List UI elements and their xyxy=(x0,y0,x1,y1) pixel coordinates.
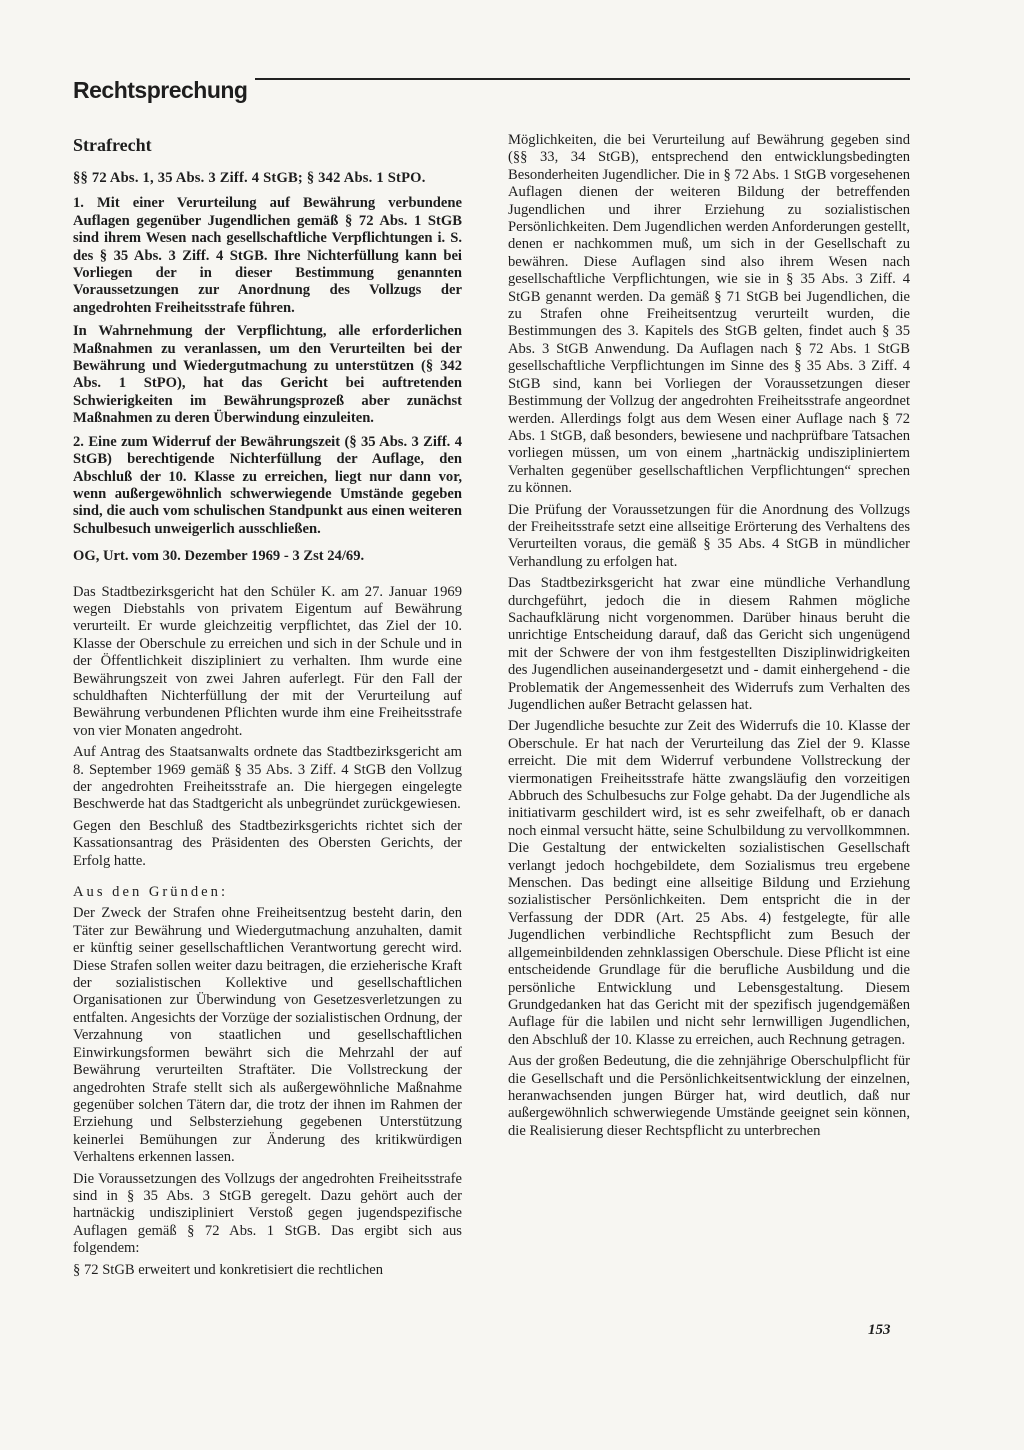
facts-paragraph: Auf Antrag des Staatsanwalts ordnete das Stadtbezirksgericht am 8. September 1969 gemäß § 35 Abs. 3 Ziff. 4 StGB den Vollzug der angedrohten Freiheitsstrafe an. Die hiergegen eingelegte Beschwerde hat das Stadtgericht als unbegründet zurückgewiesen. xyxy=(73,744,462,813)
page-title: Rechtsprechung xyxy=(73,74,255,106)
headnote: 2. Eine zum Widerruf der Bewährungszeit (§ 35 Abs. 3 Ziff. 4 StGB) berechtigende Nichterfüllung der Auflage, den Abschluß der 10. Klasse zu erreichen, liegt nur dann vor, wenn außergewöhnlich schwerwiegende Umstände gegeben sind, die auch vom schulischen Standpunkt aus einen weiteren Schulbesuch unweigerlich ausschließen. xyxy=(73,433,462,537)
body-paragraph: Möglichkeiten, die bei Verurteilung auf Bewährung gegeben sind (§§ 33, 34 StGB), entsprechend den entwicklungsbedingten Besonderheiten Jugendlicher. Die in § 72 Abs. 1 StGB vorgesehenen Auflagen dienen der weiteren Bildung der betreffenden Jugendlichen und ihrer Erziehung zu sozialistischen Persönlichkeiten. Dem Jugendlichen werden Anforderungen gestellt, denen er nachkommen muß, um sich in der Gesellschaft zu bewähren. Diese Auflagen sind also ihrem Wesen nach gesellschaftliche Verpflichtungen, wie sie in § 35 Abs. 3 Ziff. 4 StGB genannt werden. Da gemäß § 71 StGB bei Jugendlichen, die zu Strafen ohne Freiheitsentzug verurteilt wurden, die Bestimmungen des 3. Kapitels des StGB gelten, findet auch § 35 Abs. 3 StGB Anwendung. Da Auflagen nach § 72 Abs. 1 StGB gesellschaftliche Verpflichtungen im Sinne des § 35 Abs. 3 Ziff. 4 StGB sind, kann bei Vorliegen der Voraussetzungen dieser Bestimmung der Vollzug der angedrohten Freiheitsstrafe angeordnet werden. Allerdings folgt aus dem Wesen einer Auflage nach § 72 Abs. 1 StGB, daß besonders, bewiesene und nachprüfbare Tatsachen vorliegen müssen, um von einem „hartnäckig undiszipliniertem Verhalten gegenüber gesellschaftlichen Verpflichtungen“ sprechen zu können. xyxy=(508,132,910,497)
facts-paragraph: Das Stadtbezirksgericht hat den Schüler K. am 27. Januar 1969 wegen Diebstahls von privatem Eigentum auf Bewährung verurteilt. Er wurde gleichzeitig verpflichtet, das Ziel der 10. Klasse der Oberschule zu erreichen und sich in der Schule und in der Öffentlichkeit diszipliniert zu verhalten. Ihm wurde eine Bewährungszeit von zwei Jahren auferlegt. Für den Fall der schuldhaften Nichterfüllung der mit der Verurteilung auf Bewährung verbundenen Pflichten wurde ihm eine Freiheitsstrafe von vier Monaten angedroht. xyxy=(73,583,462,739)
reasons-paragraph: § 72 StGB erweitert und konkretisiert die rechtlichen xyxy=(73,1261,384,1278)
statute-citation: §§ 72 Abs. 1, 35 Abs. 3 Ziff. 4 StGB; § 342 Abs. 1 StPO. xyxy=(73,170,426,186)
body-paragraph: Der Jugendliche besuchte zur Zeit des Widerrufs die 10. Klasse der Oberschule. Er hat nach der Verurteilung das Ziel der 9. Klasse erreicht. Die mit dem Widerruf verbundene Vollstreckung der viermonatigen Freiheitsstrafe hätte zwangsläufig den vorzeitigen Abbruch des Schulbesuchs zur Folge gehabt. Da der Jugendliche als initiativarm geschildert wird, ist es sehr zweifelhaft, ob er danach noch einmal versucht hätte, seine Schulbildung zu vervollkommnen. Die Gestaltung der entwickelten sozialistischen Gesellschaft verlangt jedoch hochgebildete, dem Sozialismus treu ergebene Menschen. Das bedingt eine allseitige Bildung und Erziehung sozialistischer Persönlichkeiten. Dem entspricht die in der Verfassung der DDR (Art. 25 Abs. 4) festgelegte, für alle Jugendlichen verbindliche Rechtspflicht zum Besuch der allgemeinbildenden zehnklassigen Oberschule. Diese Pflicht ist eine entscheidende Grundlage für die berufliche Ausbildung und die persönliche Entwicklung und Lebensgestaltung. Diesem Grundgedanken hat das Gericht mit der spezifisch jugendgemäßen Auflage für die labilen und nicht sehr lernwilligen Jugendlichen, den Abschluß der 10. Klasse zu erreichen, auch Rechnung getragen. xyxy=(508,718,910,1048)
reasons-paragraph: Die Voraussetzungen des Vollzugs der angedrohten Freiheitsstrafe sind in § 35 Abs. 3 StGB geregelt. Dazu gehört auch der hartnäckig undiszipliniert Verstoß gegen jugendspezifische Auflagen gemäß § 72 Abs. 1 StGB. Das ergibt sich aus folgendem: xyxy=(73,1170,462,1257)
court-reference: OG, Urt. vom 30. Dezember 1969 - 3 Zst 24/69. xyxy=(73,548,365,565)
facts-paragraph: Gegen den Beschluß des Stadtbezirksgerichts richtet sich der Kassationsantrag des Präsidenten des Obersten Gerichts, der Erfolg hatte. xyxy=(73,817,462,869)
page-number: 153 xyxy=(868,1322,891,1338)
headnote: In Wahrnehmung der Verpflichtung, alle erforderlichen Maßnahmen zu veranlassen, um den Verurteilten bei der Bewährung und Wiedergutmachung zu unterstützen (§ 342 Abs. 1 StPO), hat das Gericht bei auftretenden Schwierigkeiten im Bewährungsprozeß aber zunächst Maßnahmen zu deren Überwindung einzuleiten. xyxy=(73,323,462,427)
reasons-paragraph: Der Zweck der Strafen ohne Freiheitsentzug besteht darin, den Täter zur Bewährung und Wiedergutmachung anzuhalten, damit er künftig seiner gesellschaftlichen Verantwortung gerecht wird. Diese Strafen sollen weiter dazu beitragen, die erzieherische Kraft der sozialistischen Kollektive und gesellschaftlichen Organisationen zur Überwindung von Gesetzesverletzungen zu entfalten. Angesichts der Vorzüge der sozialistischen Ordnung, der Verzahnung von staatlichen und gesellschaftlichen Einwirkungsformen bewährt sich die Mehrzahl der auf Bewährung verurteilten Straftäter. Die Vollstreckung der angedrohten Strafe stellt sich als außergewöhnliche Maßnahme gegenüber solchen Tätern dar, die trotz der ihnen im Rahmen der Erziehung und Selbsterziehung gegebenen Unterstützung keinerlei Bemühungen zur Änderung des kritikwürdigen Verhaltens erkennen lassen. xyxy=(73,905,462,1166)
section-title: Strafrecht xyxy=(73,135,152,155)
left-column xyxy=(73,130,462,1283)
reasons-heading: Aus den Gründen: xyxy=(73,884,229,901)
headnote: 1. Mit einer Verurteilung auf Bewährung verbundene Auflagen gegenüber Jugendlichen gemäß § 72 Abs. 1 StGB sind ihrem Wesen nach gesellschaftliche Verpflichtungen i. S. des § 35 Abs. 3 Ziff. 4 StGB. Ihre Nichterfüllung kann bei Vorliegen der in dieser Bestimmung genannten Voraussetzungen zur Anordnung des Vollzugs der angedrohten Freiheitsstrafe führen. xyxy=(73,195,462,316)
body-paragraph: Die Prüfung der Voraussetzungen für die Anordnung des Vollzugs der Freiheitsstrafe setzt eine allseitige Erörterung des Verhaltens des Verurteilten voraus, die gemäß § 35 Abs. 4 StGB in mündlicher Verhandlung zu erfolgen hat. xyxy=(508,501,910,570)
body-paragraph: Aus der großen Bedeutung, die die zehnjährige Oberschulpflicht für die Gesellschaft und die Persönlichkeitsentwicklung der einzelnen, heranwachsenden jungen Bürger hat, wird deutlich, daß nur außergewöhnlich schwerwiegende Umstände geeignet sein können, die Realisierung dieser Rechtspflicht zu unterbrechen xyxy=(508,1053,910,1139)
right-column xyxy=(508,132,910,1144)
body-paragraph: Das Stadtbezirksgericht hat zwar eine mündliche Verhandlung durchgeführt, jedoch die in diesem Rahmen mögliche Sachaufklärung nicht vorgenommen. Darüber hinaus beruht die unrichtige Entscheidung darauf, daß das Gericht sich ungenügend mit der Schwere der von ihm festgestellten Disziplinwidrigkeiten des Jugendlichen auseinandergesetzt und - damit einhergehend - die Problematik der Angemessenheit des Widerrufs zum Verhalten des Jugendlichen außer Betracht gelassen hat. xyxy=(508,575,910,713)
